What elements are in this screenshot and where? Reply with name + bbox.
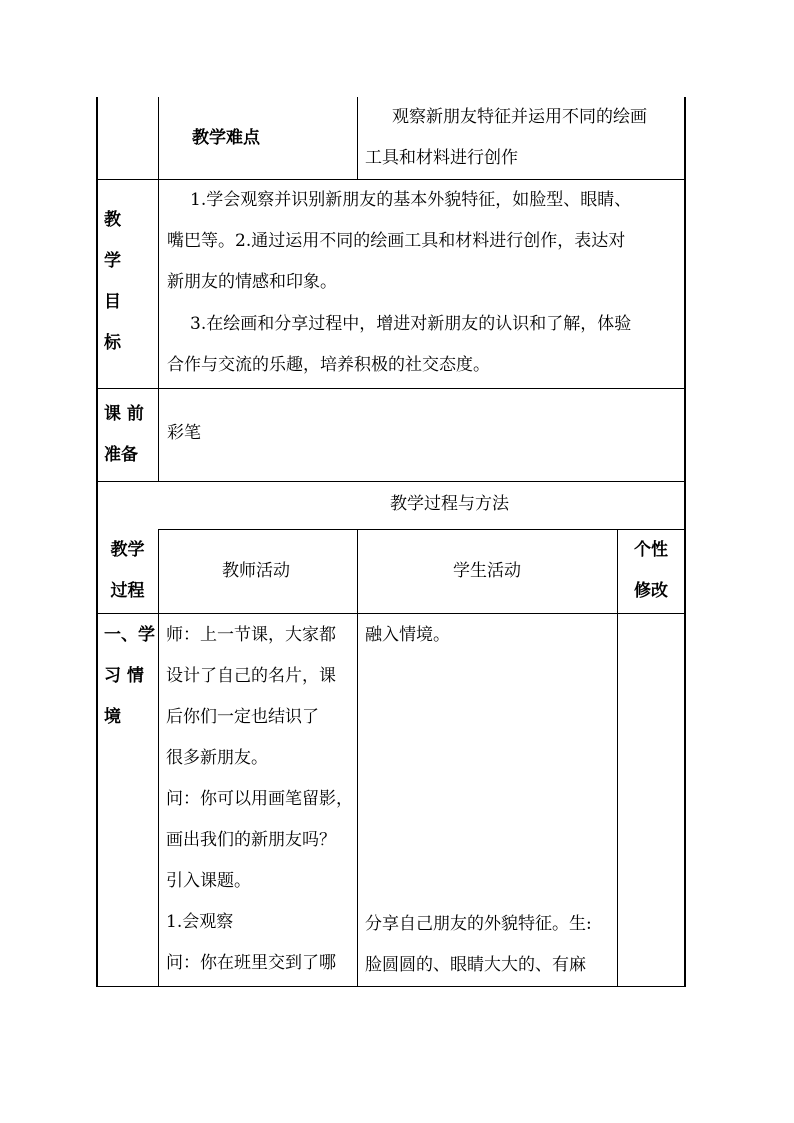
difficulty-label: 教学难点 bbox=[192, 128, 260, 148]
preparation-label-line: 课 前 bbox=[104, 404, 144, 424]
difficulty-line-1: 观察新朋友特征并运用不同的绘画 bbox=[392, 107, 647, 127]
col-divider-2-top bbox=[357, 97, 358, 179]
row-divider-3 bbox=[96, 481, 685, 482]
section1-student-activity-2 bbox=[365, 904, 617, 986]
preparation-label-line: 准备 bbox=[104, 445, 138, 465]
student-line: 分享自己朋友的外貌特征。生: bbox=[365, 914, 592, 934]
teacher-line: 很多新朋友。 bbox=[166, 748, 268, 768]
section1-student-activity-1: 融入情境。 bbox=[365, 625, 450, 645]
table-right-border bbox=[684, 97, 686, 987]
student-line: 脸圆圆的、眼睛大大的、有麻 bbox=[365, 955, 586, 975]
row-divider-2 bbox=[96, 388, 685, 389]
preparation-label bbox=[104, 394, 154, 476]
col-divider-1 bbox=[158, 97, 159, 481]
col-divider-2-lower bbox=[357, 529, 358, 987]
teacher-line: 问：你在班里交到了哪 bbox=[166, 953, 336, 973]
objectives-label-char: 目 bbox=[104, 292, 121, 312]
row-divider-4 bbox=[158, 529, 685, 530]
difficulty-line-2: 工具和材料进行创作 bbox=[365, 148, 518, 168]
objectives-label-char: 学 bbox=[104, 251, 121, 271]
row-divider-5 bbox=[96, 613, 685, 614]
section1-teacher-activity bbox=[166, 615, 356, 984]
objectives-label-char: 教 bbox=[104, 210, 121, 230]
process-column-header: 教学 过程 bbox=[110, 540, 145, 601]
objective-line-3: 新朋友的情感和印象。 bbox=[167, 272, 337, 292]
teacher-column-header: 教师活动 bbox=[222, 561, 290, 581]
teacher-line: 画出我们的新朋友吗？ bbox=[166, 830, 336, 850]
process-heading: 教学过程与方法 bbox=[390, 494, 509, 514]
teacher-line: 师：上一节课，大家都 bbox=[166, 625, 336, 645]
section1-label: 一、学 习 情 境 bbox=[104, 625, 155, 727]
objective-line-4: 3.在绘画和分享过程中，增进对新朋友的认识和了解，体验 bbox=[190, 314, 632, 334]
teacher-line: 问：你可以用画笔留影， bbox=[166, 789, 353, 809]
teacher-line: 设计了自己的名片，课 bbox=[166, 666, 336, 686]
objective-line-1: 1.学会观察并识别新朋友的基本外貌特征，如脸型、眼睛、 bbox=[190, 190, 632, 210]
objectives-label-char: 标 bbox=[104, 333, 121, 353]
personal-column-header: 个性 修改 bbox=[634, 540, 668, 601]
teacher-line: 后你们一定也结识了 bbox=[166, 707, 319, 727]
col-divider-1-lower bbox=[158, 529, 159, 987]
table-bottom-border bbox=[96, 986, 685, 987]
student-column-header: 学生活动 bbox=[453, 561, 521, 581]
teacher-line: 引入课题。 bbox=[166, 871, 251, 891]
teacher-line: 1.会观察 bbox=[166, 912, 234, 932]
objective-line-2: 嘴巴等。2.通过运用不同的绘画工具和材料进行创作，表达对 bbox=[167, 231, 626, 251]
objective-line-5: 合作与交流的乐趣，培养积极的社交态度。 bbox=[167, 355, 490, 375]
objectives-label bbox=[104, 200, 144, 364]
preparation-content: 彩笔 bbox=[167, 423, 201, 443]
